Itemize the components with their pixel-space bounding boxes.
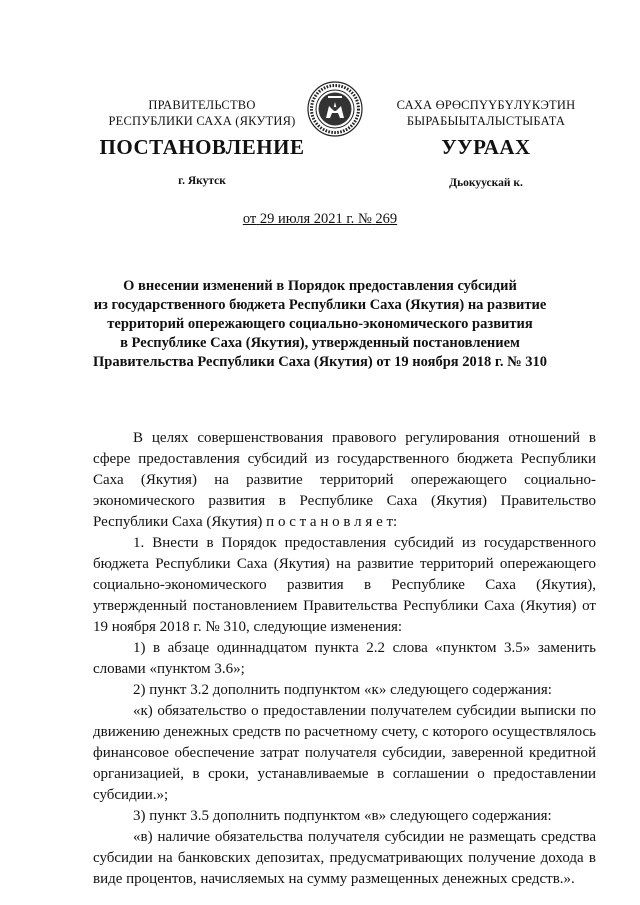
gov-name-sah-line1: САХА ӨРӨСПҮҮБҮЛҮКЭТИН — [396, 98, 576, 112]
header-left — [92, 97, 312, 129]
number-sign: № — [357, 211, 372, 227]
title-line: О внесении изменений в Порядок предоставления субсидий — [123, 278, 517, 294]
title-line: территорий опережающего социально-экономического развития — [107, 316, 533, 332]
subitem-2-paragraph: 2) пункт 3.2 дополнить подпунктом «к» следующего содержания: — [133, 682, 552, 698]
header-right — [368, 97, 604, 129]
subitem-1-paragraph: 1) в абзаце одиннадцатом пункта 2.2 слова «пунктом 3.5» заменить словами «пунктом 3.6»; — [93, 640, 596, 677]
doc-type-ru: ПОСТАНОВЛЕНИЕ — [99, 135, 305, 159]
quoted-k-paragraph: «к) обязательство о предоставлении получателем субсидии выписки по движению денежных средств по расчетному счету, с которого осуществлялось финансовое обеспечение затрат получателя субсидии, заверенной кредитной организацией, в сроки, устанавливаемые в соглашении о предоставлении субсидии.»; — [93, 703, 596, 803]
date-prefix: от — [242, 211, 257, 227]
title-line: Правительства Республики Саха (Якутия) от 19 ноября 2018 г. № 310 — [92, 354, 548, 370]
date-line — [0, 211, 640, 228]
subitem-3-paragraph: 3) пункт 3.5 дополнить подпунктом «в» следующего содержания: — [133, 808, 552, 824]
quoted-v-paragraph: «в) наличие обязательства получателя субсидии не размещать средства субсидии на банковских депозитах, предусматривающих получение дохода в виде процентов, начисляемых на сумму размещенных денежных средств.». — [93, 829, 596, 887]
gov-name-ru-line2: РЕСПУБЛИКИ САХА (ЯКУТИЯ) — [108, 114, 296, 128]
document-body — [93, 428, 596, 890]
title-line: из государственного бюджета Республики Саха (Якутия) на развитие — [93, 297, 547, 313]
item-1-paragraph: 1. Внести в Порядок предоставления субсидий из государственного бюджета Республики Саха (Якутия) на развитие территорий опережающего социально-экономического развития в Республике Саха (Якутия), утвержденный постановлением Правительства Республики Саха (Якутия) от 19 ноября 2018 г. № 310, следующие изменения: — [93, 535, 596, 635]
document-title — [60, 277, 580, 372]
doc-type-sah: УУРААХ — [441, 135, 531, 159]
document-date: 29 июля 2021 г. — [259, 211, 355, 227]
city-ru: г. Якутск — [178, 175, 226, 187]
coat-of-arms-emblem — [306, 80, 364, 138]
gov-name-ru-line1: ПРАВИТЕЛЬСТВО — [148, 98, 256, 112]
gov-name-sah-line2: БЫРАБЫЫТАЛЫСТЫБАТА — [406, 114, 566, 128]
title-line: в Республике Саха (Якутия), утвержденный постановлением — [120, 335, 520, 351]
city-sah: Дьокуускай к. — [449, 177, 523, 189]
preamble-paragraph: В целях совершенствования правового регулирования отношений в сфере предоставления субсидий из государственного бюджета Республики Саха (Якутия) на развитие территорий опережающего социально-экономического развития в Республике Саха (Якутия) Правительство Республики Саха (Якутия) п о с т а н о в л я е т: — [93, 430, 596, 530]
document-number: 269 — [375, 211, 398, 227]
